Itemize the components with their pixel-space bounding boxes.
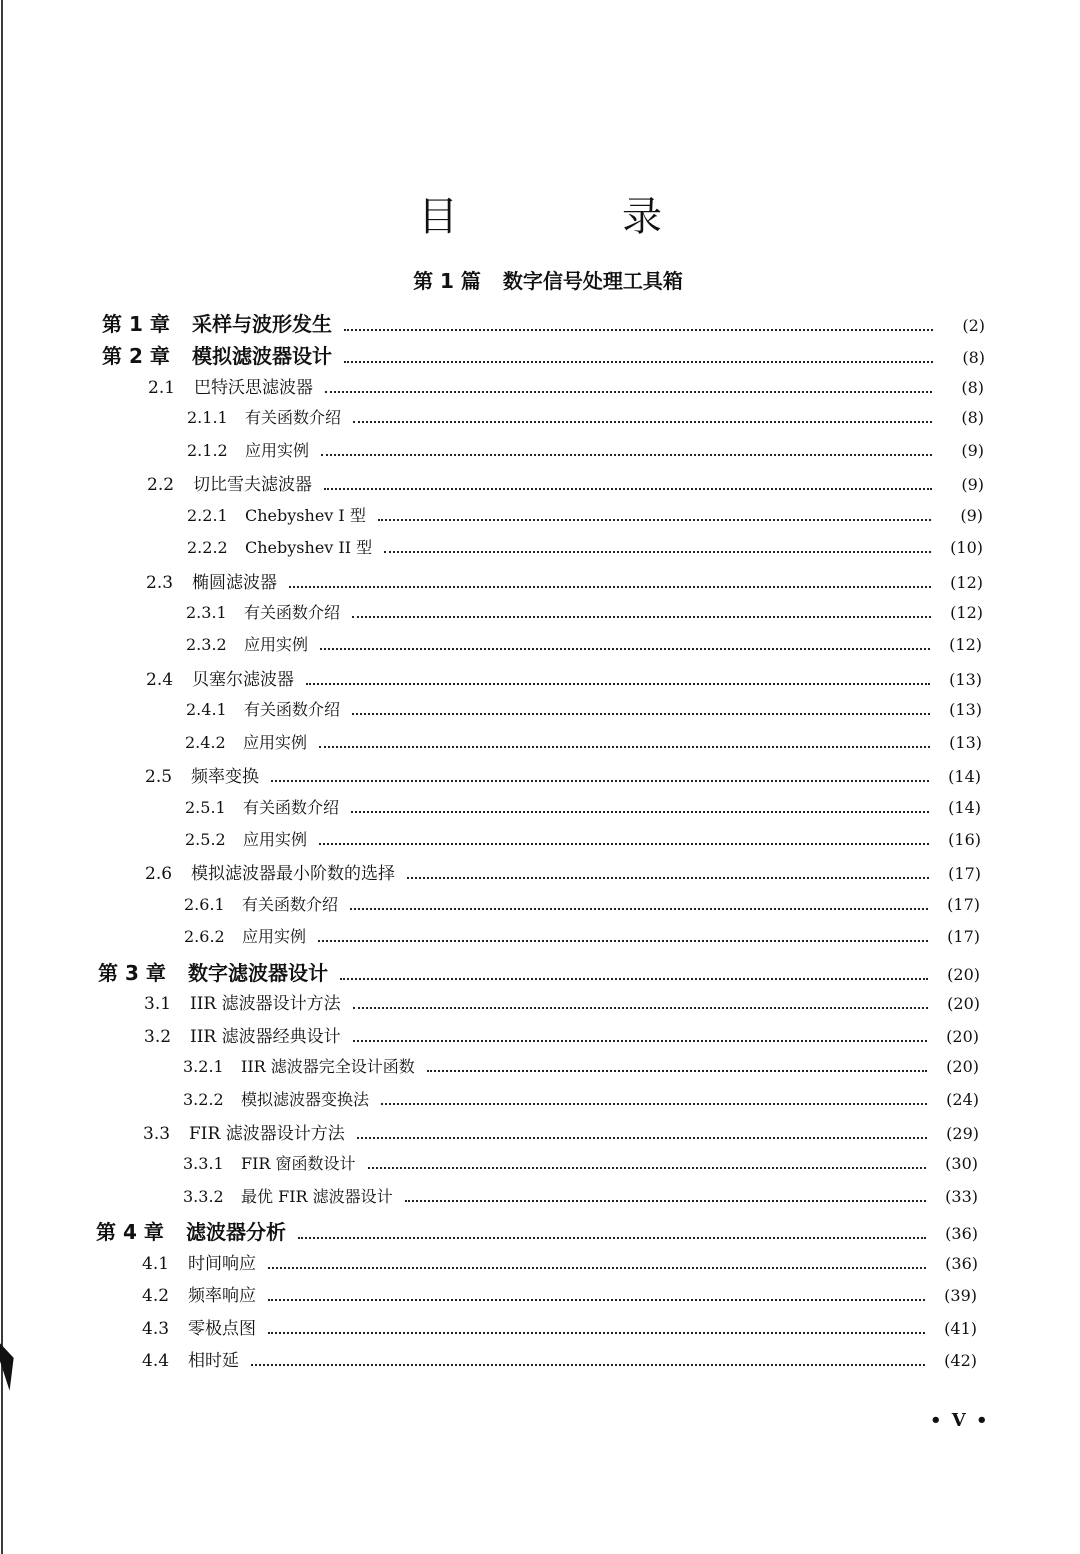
toc-entry-number: 2.6 [145, 864, 173, 884]
toc-entry [186, 697, 982, 727]
toc-entry-number: 2.5.2 [185, 830, 226, 849]
toc-entry-page: (14) [948, 798, 981, 817]
toc-entry-page: (8) [961, 408, 984, 427]
toc-entry-number: 4.4 [142, 1351, 170, 1371]
toc-entry-page: (42) [944, 1351, 977, 1370]
toc-entry-page: (33) [945, 1187, 978, 1206]
toc-entry-number: 2.4.2 [185, 733, 226, 752]
toc-entry-page: (41) [944, 1319, 977, 1338]
toc-entry-number: 2.1.1 [187, 408, 228, 427]
dot-leader [351, 811, 929, 813]
toc-entry-page: (9) [960, 506, 983, 525]
dot-leader [340, 978, 928, 980]
toc-entry-number: 2.5.1 [185, 798, 226, 817]
dot-leader [268, 1267, 926, 1269]
toc-entry-title: 有关函数介绍 [244, 603, 341, 622]
toc-entry-number: 3.3 [143, 1124, 171, 1144]
toc-entry-number: 第 1 章 [102, 312, 170, 336]
dot-leader [344, 329, 933, 331]
toc-entry-title: 最优 FIR 滤波器设计 [241, 1187, 393, 1206]
toc-entry [186, 600, 983, 630]
toc-entry-page: (39) [944, 1286, 977, 1305]
toc-entry [187, 438, 984, 468]
dot-leader [405, 1200, 926, 1202]
toc-entry-title: 模拟滤波器设计 [192, 344, 332, 368]
dot-leader [268, 1332, 925, 1334]
toc-entry-number: 3.3.1 [183, 1154, 224, 1173]
dot-leader [384, 551, 931, 553]
toc-entry-page: (20) [946, 1027, 979, 1046]
toc-entry-page: (12) [950, 603, 983, 622]
toc-entry-page: (36) [945, 1224, 978, 1243]
toc-entry-page: (13) [949, 733, 982, 752]
toc-entry-title: Chebyshev I 型 [245, 506, 366, 525]
toc-entry [185, 795, 981, 825]
toc-entry [148, 373, 984, 403]
toc-entry-title: 应用实例 [244, 635, 309, 654]
dot-leader [407, 877, 929, 879]
toc-entry [146, 665, 982, 695]
toc-entry-number: 第 2 章 [102, 344, 170, 368]
toc-entry-title: 有关函数介绍 [243, 798, 340, 817]
toc-entry-page: (16) [948, 830, 981, 849]
toc-entry-title: 频率变换 [191, 767, 259, 787]
toc-entry-title: 椭圆滤波器 [192, 573, 277, 593]
toc-entry [187, 535, 983, 565]
toc-entry-title: 应用实例 [243, 830, 308, 849]
toc-entry-number: 2.3.1 [186, 603, 227, 622]
toc-entry [183, 1151, 978, 1181]
dot-leader [325, 391, 932, 393]
toc-entry-title: 时间响应 [188, 1254, 256, 1274]
dot-leader [378, 519, 931, 521]
toc-entry [144, 1022, 979, 1052]
toc-entry [186, 632, 982, 662]
toc-entry-page: (9) [961, 475, 984, 494]
toc-entry [146, 568, 983, 598]
toc-entry-number: 2.5 [145, 767, 173, 787]
toc-entry [183, 1184, 978, 1214]
toc-entry-title: 相时延 [188, 1351, 239, 1371]
toc-entry-number: 2.2.2 [187, 538, 228, 557]
part-label: 第 1 篇 [413, 269, 481, 293]
toc-entry-page: (14) [948, 767, 981, 786]
dot-leader [271, 780, 929, 782]
dot-leader [350, 908, 928, 910]
dot-leader [353, 1007, 928, 1009]
toc-entry-number: 2.3.2 [186, 635, 227, 654]
dot-leader [352, 713, 930, 715]
toc-entry-title: 频率响应 [188, 1286, 256, 1306]
toc-entry [102, 340, 985, 370]
toc-entry-page: (20) [947, 994, 980, 1013]
toc-entry-page: (17) [947, 895, 980, 914]
toc-entry-page: (20) [947, 965, 980, 984]
toc-entry-page: (12) [949, 635, 982, 654]
toc-entry-title: 模拟滤波器最小阶数的选择 [191, 864, 395, 884]
toc-entry [98, 957, 980, 987]
toc-entry-title: 应用实例 [245, 441, 310, 460]
dot-leader [368, 1167, 926, 1169]
toc-entry-page: (12) [950, 573, 983, 592]
toc-entry-title: 有关函数介绍 [244, 700, 341, 719]
dot-leader [318, 940, 928, 942]
toc-entry [147, 470, 984, 500]
toc-entry-number: 2.6.1 [184, 895, 225, 914]
toc-entry-title: Chebyshev II 型 [245, 538, 373, 557]
dot-leader [352, 616, 931, 618]
toc-entry-page: (17) [948, 864, 981, 883]
toc-entry [185, 827, 981, 857]
toc-entry [145, 859, 981, 889]
dot-leader [319, 843, 929, 845]
toc-entry-title: 贝塞尔滤波器 [192, 670, 294, 690]
toc-entry [142, 1314, 977, 1344]
toc-entry-page: (13) [949, 670, 982, 689]
dot-leader [381, 1103, 927, 1105]
toc-entry-title: 零极点图 [188, 1319, 256, 1339]
dot-leader [353, 421, 932, 423]
toc-entry-number: 第 4 章 [96, 1220, 164, 1244]
toc-entry-number: 3.3.2 [183, 1187, 224, 1206]
toc-entry [184, 924, 980, 954]
toc-entry [183, 1054, 979, 1084]
toc-entry [96, 1216, 978, 1246]
toc-entry-number: 4.2 [142, 1286, 170, 1306]
toc-entry-title: IIR 滤波器经典设计 [190, 1027, 341, 1047]
toc-entry-title: 滤波器分析 [186, 1220, 286, 1244]
toc-entry-number: 3.2.2 [183, 1090, 224, 1109]
toc-entry-number: 3.2.1 [183, 1057, 224, 1076]
page-title: 目 录 [418, 193, 724, 240]
toc-entry-page: (13) [949, 700, 982, 719]
toc-entry-number: 2.1 [148, 378, 176, 398]
toc-entry-title: 有关函数介绍 [245, 408, 342, 427]
toc-entry [183, 1087, 979, 1117]
toc-entry [187, 405, 984, 435]
toc-entry-title: 切比雪夫滤波器 [193, 475, 312, 495]
toc-entry-number: 第 3 章 [98, 961, 166, 985]
toc-entry [184, 892, 980, 922]
toc-entry-page: (8) [961, 378, 984, 397]
toc-entry [143, 1119, 979, 1149]
toc-entry-number: 4.3 [142, 1319, 170, 1339]
toc-entry [142, 1346, 977, 1376]
dot-leader [357, 1137, 927, 1139]
toc-entry-title: 模拟滤波器变换法 [241, 1090, 370, 1109]
toc-entry-number: 3.1 [144, 994, 172, 1014]
toc-entry [102, 308, 985, 338]
toc-entry-page: (10) [950, 538, 983, 557]
dot-leader [324, 488, 932, 490]
dot-leader [321, 454, 932, 456]
toc-entry-page: (30) [945, 1154, 978, 1173]
page-number: • V • [930, 1410, 990, 1431]
toc-entry-page: (9) [961, 441, 984, 460]
toc-entry-number: 2.6.2 [184, 927, 225, 946]
toc-entry-title: FIR 窗函数设计 [241, 1154, 356, 1173]
dot-leader [353, 1040, 927, 1042]
toc-entry-page: (2) [962, 316, 985, 335]
toc-entry-page: (20) [946, 1057, 979, 1076]
toc-entry-number: 3.2 [144, 1027, 172, 1047]
toc-entry-page: (24) [946, 1090, 979, 1109]
toc-entry-number: 4.1 [142, 1254, 170, 1274]
toc-entry-title: 应用实例 [242, 927, 307, 946]
dot-leader [251, 1364, 925, 1366]
dot-leader [319, 746, 930, 748]
toc-entry [185, 730, 982, 760]
toc-entry-number: 2.3 [146, 573, 174, 593]
toc-entry-title: 数字滤波器设计 [188, 961, 328, 985]
toc-entry-title: FIR 滤波器设计方法 [189, 1124, 345, 1144]
toc-entry-number: 2.2 [147, 475, 175, 495]
dot-leader [306, 683, 930, 685]
toc-entry-page: (29) [946, 1124, 979, 1143]
dot-leader [344, 361, 933, 363]
toc-entry-number: 2.1.2 [187, 441, 228, 460]
toc-entry-title: IIR 滤波器完全设计函数 [241, 1057, 415, 1076]
dot-leader [320, 648, 930, 650]
toc-entry [142, 1281, 977, 1311]
toc-entry [144, 989, 980, 1019]
dot-leader [298, 1237, 926, 1239]
toc-entry-title: 有关函数介绍 [242, 895, 339, 914]
toc-entry-title: 采样与波形发生 [192, 312, 332, 336]
toc-entry-title: IIR 滤波器设计方法 [190, 994, 341, 1014]
toc-entry-page: (8) [962, 348, 985, 367]
toc-entry-title: 巴特沃思滤波器 [194, 378, 313, 398]
toc-entry-title: 应用实例 [243, 733, 308, 752]
toc-entry [145, 762, 981, 792]
toc-entry-page: (17) [947, 927, 980, 946]
toc-entry-number: 2.4 [146, 670, 174, 690]
toc-entry [187, 503, 983, 533]
toc-entry [142, 1249, 978, 1279]
toc-entry-page: (36) [945, 1254, 978, 1273]
toc-entry-number: 2.4.1 [186, 700, 227, 719]
dot-leader [289, 586, 931, 588]
dot-leader [268, 1299, 925, 1301]
part-name: 数字信号处理工具箱 [502, 269, 683, 293]
toc-entry-number: 2.2.1 [187, 506, 228, 525]
dot-leader [427, 1070, 927, 1072]
